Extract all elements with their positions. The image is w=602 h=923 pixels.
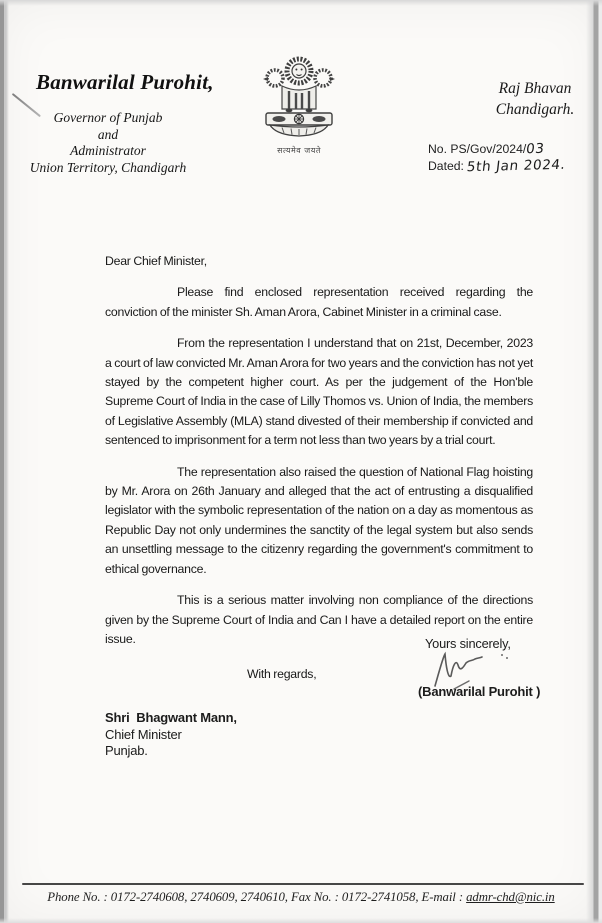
scan-edge-left bbox=[0, 0, 9, 923]
reference-date-handwritten: 5th Jan 2024. bbox=[466, 156, 567, 176]
reference-block bbox=[428, 141, 566, 175]
signoff-block bbox=[418, 636, 588, 699]
office-line: Chandigarh. bbox=[495, 101, 575, 118]
scan-edge-top bbox=[0, 0, 602, 6]
paragraph-4: This is a serious matter involving non compliance of the directions given by the Supreme Court of India and Can I have a detailed report on the entire issue. bbox=[105, 593, 533, 646]
paragraph-3: The representation also raised the question of National Flag hoisting by Mr. Arora on 26th January and alleged that the act of entrusting a disqualified legislator with the symbolic representation of the nation on a day as momentous as Republic Day not only undermines the sanctity of the legal system but also sends an unsettling message to the citizenry regarding the government's commitment to ethical governance. bbox=[105, 464, 533, 576]
footer-contact-line bbox=[0, 890, 602, 905]
recipient-place: Punjab. bbox=[105, 743, 148, 758]
closing-regards: With regards, bbox=[247, 667, 317, 682]
footer-divider bbox=[22, 883, 584, 885]
recipient-block bbox=[105, 710, 237, 760]
sender-title-line: Administrator bbox=[70, 143, 146, 158]
recipient-name: Shri Bhagwant Mann, bbox=[105, 710, 237, 725]
sender-name: Banwarilal Purohit, bbox=[36, 70, 214, 94]
reference-date-label: Dated: bbox=[428, 159, 464, 173]
footer-contact-text: Phone No. : 0172-2740608, 2740609, 2740610, Fax No. : 0172-2741058, E-mail : bbox=[47, 890, 467, 904]
salutation: Dear Chief Minister, bbox=[105, 254, 207, 268]
state-emblem-of-india-icon bbox=[260, 55, 338, 139]
office-line: Raj Bhavan bbox=[498, 80, 572, 97]
office-address bbox=[490, 78, 580, 120]
recipient-title: Chief Minister bbox=[105, 726, 182, 742]
emblem-motto-caption: सत्यमेव जयते bbox=[277, 146, 321, 155]
state-emblem-block bbox=[256, 55, 342, 156]
footer-email: admr-chd@nic.in bbox=[466, 890, 555, 904]
scan-edge-right bbox=[586, 0, 602, 923]
sender-title-line: and bbox=[97, 126, 119, 142]
scan-edge-bottom bbox=[0, 918, 602, 923]
reference-number-line bbox=[428, 141, 566, 158]
letter-body bbox=[105, 252, 533, 685]
reference-number-label: No. PS/Gov/2024/ bbox=[428, 142, 527, 156]
paragraph-1: Please find enclosed representation received regarding the conviction of the minister Sh. Aman Arora, Cabinet Minister in a criminal case. bbox=[105, 285, 533, 319]
paragraph-2: From the representation I understand that on 21st, December, 2023 a court of law convicted Mr. Aman Arora for two years and the conviction has not yet stayed by the competent higher court. As per the judgement of the Hon'ble Supreme Court of India in the case of Lilly Thomos vs. Union of India, the members of Legislative Assembly (MLA) stand divested of their membership if convicted and sentenced to imprisonment for a term not less than two years by a trial court. bbox=[105, 336, 533, 448]
sender-title-line: Union Territory, Chandigarh bbox=[29, 159, 187, 175]
signoff-phrase: Yours sincerely, bbox=[425, 636, 511, 651]
reference-number-handwritten: 03 bbox=[525, 140, 546, 158]
signatory-name: (Banwarilal Purohit ) bbox=[418, 684, 541, 699]
sender-titles bbox=[24, 110, 192, 176]
sender-title-line: Governor of Punjab bbox=[53, 110, 163, 125]
reference-date-line bbox=[428, 158, 566, 175]
